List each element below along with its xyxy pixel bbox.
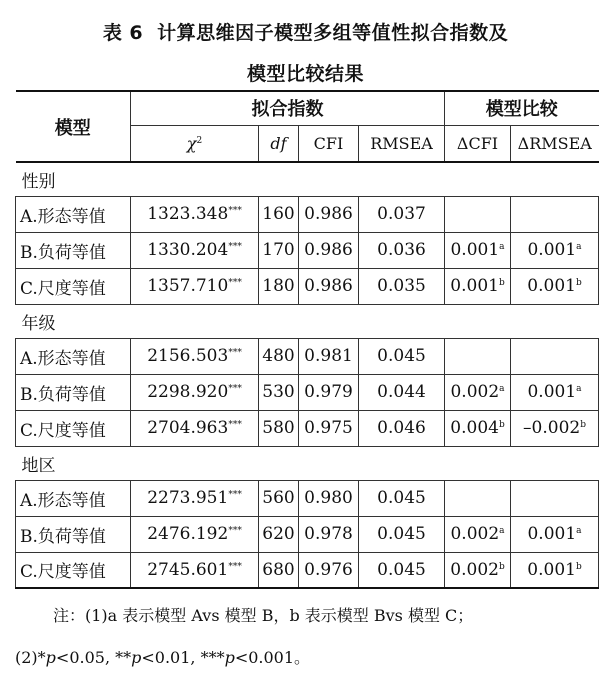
table-row <box>16 374 599 410</box>
header-delta-cfi: ΔCFI <box>445 125 511 162</box>
cell-delta-rmsea <box>511 516 599 552</box>
header-row-1 <box>16 91 599 125</box>
delta-cfi-value: 0.001 <box>450 276 499 296</box>
chi2-significance: *** <box>228 561 242 572</box>
cell-df: 180 <box>259 268 299 304</box>
cell-chi2 <box>131 196 259 232</box>
note-p-2: p <box>131 648 142 667</box>
header-fit-indices: 拟合指数 <box>131 91 445 125</box>
table-note-line1: 注：(1)a 表示模型 Avs 模型 B，b 表示模型 Bvs 模型 C； <box>53 606 474 625</box>
delta-rmsea-value: 0.001 <box>527 276 576 296</box>
chi2-significance: *** <box>228 420 242 430</box>
chi2-superscript: 2 <box>196 135 203 146</box>
delta-rmsea-superscript: b <box>580 420 586 430</box>
delta-cfi-superscript: b <box>498 420 505 430</box>
cell-delta-rmsea <box>511 410 599 446</box>
cell-rmsea: 0.045 <box>359 516 445 552</box>
cell-chi2 <box>131 552 259 588</box>
cell-cfi: 0.981 <box>299 338 359 374</box>
table-row <box>16 516 599 552</box>
group-label: 年级 <box>21 313 56 334</box>
chi2-significance: *** <box>228 242 242 252</box>
delta-rmsea-value: 0.001 <box>527 559 576 580</box>
chi2-significance: *** <box>228 526 242 536</box>
cell-chi2 <box>131 516 259 552</box>
fit-index-table-wrapper <box>15 90 598 589</box>
table-row <box>16 268 599 304</box>
chi2-value: 2476.192 <box>147 524 229 544</box>
chi2-value: 2704.963 <box>147 418 229 438</box>
cell-model: C.尺度等值 <box>16 268 131 304</box>
cell-df: 530 <box>259 374 299 410</box>
chi2-value: 1323.348 <box>147 204 229 224</box>
cell-delta-rmsea <box>511 196 599 232</box>
delta-cfi-superscript: a <box>499 526 505 536</box>
cell-delta-cfi <box>445 338 511 374</box>
cell-delta-rmsea <box>511 552 599 588</box>
cell-delta-cfi <box>445 516 511 552</box>
chi2-significance: *** <box>228 490 242 500</box>
cell-df: 580 <box>259 410 299 446</box>
chi2-significance: *** <box>228 278 242 288</box>
delta-rmsea-value: 0.001 <box>527 382 577 402</box>
delta-cfi-superscript: a <box>499 384 505 394</box>
delta-rmsea-value: 0.001 <box>527 240 577 260</box>
cell-chi2 <box>131 232 259 268</box>
header-df: df <box>259 125 299 162</box>
cell-delta-rmsea <box>511 338 599 374</box>
cell-cfi: 0.975 <box>299 410 359 446</box>
cell-cfi: 0.986 <box>299 196 359 232</box>
chi2-value: 2298.920 <box>147 382 229 402</box>
chi2-significance: *** <box>228 206 242 216</box>
header-model-comparison: 模型比较 <box>445 91 599 125</box>
note-p-3: p <box>224 648 235 667</box>
table-row <box>16 552 599 588</box>
cell-cfi: 0.978 <box>299 516 359 552</box>
cell-df: 480 <box>259 338 299 374</box>
cell-rmsea: 0.046 <box>359 410 445 446</box>
cell-rmsea: 0.045 <box>359 480 445 516</box>
delta-rmsea-superscript: a <box>576 242 582 252</box>
note-p-1: p <box>45 648 56 667</box>
cell-delta-cfi <box>445 552 511 588</box>
cell-cfi: 0.986 <box>299 232 359 268</box>
table-caption-line1 <box>0 18 611 45</box>
cell-delta-cfi <box>445 410 511 446</box>
cell-model: B.负荷等值 <box>16 232 131 268</box>
cell-rmsea: 0.045 <box>359 338 445 374</box>
cell-df: 620 <box>259 516 299 552</box>
delta-cfi-superscript: b <box>498 278 505 288</box>
cell-rmsea: 0.036 <box>359 232 445 268</box>
cell-chi2 <box>131 480 259 516</box>
table-note-line2 <box>15 645 605 668</box>
header-chi2 <box>131 125 259 162</box>
cell-rmsea: 0.037 <box>359 196 445 232</box>
delta-rmsea-value: –0.002 <box>523 418 581 438</box>
cell-df: 560 <box>259 480 299 516</box>
table-row <box>16 480 599 516</box>
cell-rmsea: 0.044 <box>359 374 445 410</box>
note-part-b: <0.01, *** <box>141 648 225 667</box>
delta-cfi-value: 0.002 <box>450 559 499 580</box>
group-row <box>16 304 599 338</box>
group-label: 地区 <box>21 455 56 476</box>
delta-cfi-value: 0.002 <box>450 382 500 402</box>
cell-cfi: 0.986 <box>299 268 359 304</box>
delta-cfi-value: 0.002 <box>450 524 500 544</box>
chi2-significance: *** <box>228 348 242 358</box>
cell-rmsea: 0.045 <box>359 552 445 588</box>
cell-delta-rmsea <box>511 480 599 516</box>
table-row <box>16 232 599 268</box>
delta-rmsea-superscript: a <box>576 526 582 536</box>
chi2-value: 1357.710 <box>147 276 229 296</box>
delta-cfi-value: 0.004 <box>450 418 499 438</box>
note-part-c: <0.001。 <box>234 648 311 667</box>
cell-delta-cfi <box>445 232 511 268</box>
table-row <box>16 410 599 446</box>
group-row <box>16 162 599 196</box>
group-label: 性别 <box>21 171 56 192</box>
table-title-line2: 模型比较结果 <box>246 63 364 85</box>
cell-model: C.尺度等值 <box>16 552 131 588</box>
delta-cfi-value: 0.001 <box>450 240 500 260</box>
cell-chi2 <box>131 268 259 304</box>
delta-rmsea-superscript: b <box>575 561 582 572</box>
cell-cfi: 0.980 <box>299 480 359 516</box>
table-number: 表 6 <box>102 22 144 44</box>
cell-model: A.形态等值 <box>16 338 131 374</box>
cell-chi2 <box>131 410 259 446</box>
header-delta-rmsea: ΔRMSEA <box>517 133 592 153</box>
cell-cfi: 0.976 <box>299 552 359 588</box>
chi2-value: 2273.951 <box>147 488 229 508</box>
cell-model: C.尺度等值 <box>16 410 131 446</box>
note-part-a: <0.05, ** <box>55 648 132 667</box>
chi2-value: 1330.204 <box>147 240 229 260</box>
delta-cfi-superscript: b <box>498 561 505 572</box>
note-prefix: (2)* <box>15 648 46 667</box>
cell-df: 680 <box>259 552 299 588</box>
cell-rmsea: 0.035 <box>359 268 445 304</box>
cell-delta-cfi <box>445 196 511 232</box>
table-caption-line2 <box>0 59 611 86</box>
table-row <box>16 196 599 232</box>
chi2-significance: *** <box>228 384 242 394</box>
cell-delta-rmsea <box>511 232 599 268</box>
table-row <box>16 338 599 374</box>
delta-cfi-superscript: a <box>499 242 505 252</box>
delta-rmsea-value: 0.001 <box>527 524 577 544</box>
chi2-value: 2156.503 <box>147 346 229 366</box>
cell-delta-cfi <box>445 480 511 516</box>
cell-model: B.负荷等值 <box>16 374 131 410</box>
chi2-symbol: χ <box>186 133 197 153</box>
header-cfi: CFI <box>299 125 359 162</box>
chi2-value: 2745.601 <box>147 559 229 580</box>
cell-cfi: 0.979 <box>299 374 359 410</box>
cell-delta-rmsea <box>511 268 599 304</box>
header-model: 模型 <box>16 91 131 162</box>
fit-index-table <box>15 90 599 589</box>
cell-delta-rmsea <box>511 374 599 410</box>
cell-chi2 <box>131 374 259 410</box>
cell-model: A.形态等值 <box>16 196 131 232</box>
cell-model: B.负荷等值 <box>16 516 131 552</box>
cell-chi2 <box>131 338 259 374</box>
cell-df: 170 <box>259 232 299 268</box>
delta-rmsea-superscript: a <box>576 384 582 394</box>
cell-delta-cfi <box>445 268 511 304</box>
cell-model: A.形态等值 <box>16 480 131 516</box>
group-row <box>16 446 599 480</box>
cell-df: 160 <box>259 196 299 232</box>
delta-rmsea-superscript: b <box>575 278 582 288</box>
table-title-line1: 计算思维因子模型多组等值性拟合指数及 <box>157 22 509 44</box>
header-rmsea: RMSEA <box>359 125 445 162</box>
cell-delta-cfi <box>445 374 511 410</box>
